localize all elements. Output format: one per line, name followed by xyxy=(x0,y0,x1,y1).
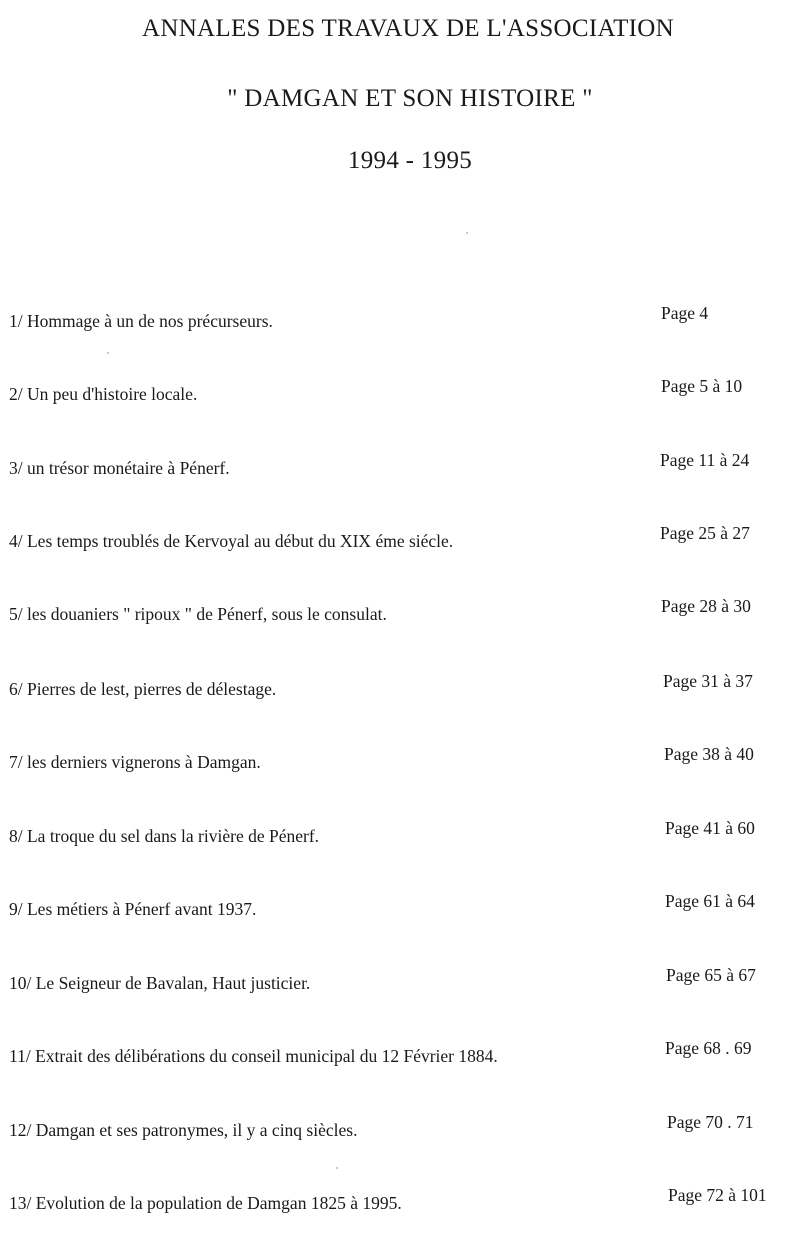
toc-entry xyxy=(0,965,800,1003)
toc-entry xyxy=(0,1038,800,1076)
toc-entry xyxy=(0,376,800,414)
toc-entry-title: 3/ un trésor monétaire à Pénerf. xyxy=(9,458,230,478)
scan-speck xyxy=(336,1167,338,1169)
toc-entry-title: 8/ La troque du sel dans la rivière de Pénerf. xyxy=(9,826,320,846)
toc-entry xyxy=(0,303,800,341)
toc-entry-title: 5/ les douaniers " ripoux " de Pénerf, sous le consulat. xyxy=(9,604,387,624)
toc-entry-title: 11/ Extrait des délibérations du conseil municipal du 12 Février 1884. xyxy=(9,1046,498,1066)
toc-entry-pages: Page 41 à 60 xyxy=(665,818,755,838)
toc-entry-pages: Page 70 . 71 xyxy=(667,1112,754,1132)
toc-entry-pages: Page 72 à 101 xyxy=(668,1185,767,1205)
toc-entry-title: 4/ Les temps troublés de Kervoyal au début du XIX éme siécle. xyxy=(9,531,454,551)
toc-entry xyxy=(0,891,800,929)
toc-entry-pages: Page 25 à 27 xyxy=(660,523,750,543)
toc-entry-pages: Page 4 xyxy=(661,303,709,323)
toc-entry-pages: Page 68 . 69 xyxy=(665,1038,752,1058)
toc-entry-title: 13/ Evolution de la population de Damgan 1825 à 1995. xyxy=(9,1193,402,1213)
toc-entry-pages: Page 65 à 67 xyxy=(666,965,756,985)
toc-entry xyxy=(0,1112,800,1150)
toc-entry-title: 10/ Le Seigneur de Bavalan, Haut justicier. xyxy=(9,973,311,993)
toc-entry xyxy=(0,744,800,782)
toc-entry xyxy=(0,596,800,634)
toc-entry-title: 6/ Pierres de lest, pierres de délestage. xyxy=(9,679,277,699)
toc-entry-title: 9/ Les métiers à Pénerf avant 1937. xyxy=(9,899,257,919)
toc-entry-pages: Page 5 à 10 xyxy=(661,376,743,396)
toc-entry-pages: Page 28 à 30 xyxy=(661,596,751,616)
document-title: ANNALES DES TRAVAUX DE L'ASSOCIATION xyxy=(141,15,674,42)
toc-entry xyxy=(0,671,800,709)
toc-entry xyxy=(0,1185,800,1223)
toc-entry-pages: Page 38 à 40 xyxy=(664,744,754,764)
scan-speck xyxy=(466,232,468,234)
toc-entry xyxy=(0,818,800,856)
toc-entry-pages: Page 61 à 64 xyxy=(665,891,755,911)
toc-entry-title: 7/ les derniers vignerons à Damgan. xyxy=(9,752,261,772)
toc-entry xyxy=(0,450,800,488)
toc-entry xyxy=(0,523,800,561)
toc-entry-title: 12/ Damgan et ses patronymes, il y a cinq siècles. xyxy=(9,1120,358,1140)
scan-speck xyxy=(107,352,109,354)
toc-entry-title: 2/ Un peu d'histoire locale. xyxy=(9,384,198,404)
toc-entry-pages: Page 31 à 37 xyxy=(663,671,753,691)
year-range: 1994 - 1995 xyxy=(347,147,473,174)
association-name: " DAMGAN ET SON HISTOIRE " xyxy=(227,85,593,112)
toc-entry-title: 1/ Hommage à un de nos précurseurs. xyxy=(9,311,273,331)
toc-entry-pages: Page 11 à 24 xyxy=(660,450,750,470)
